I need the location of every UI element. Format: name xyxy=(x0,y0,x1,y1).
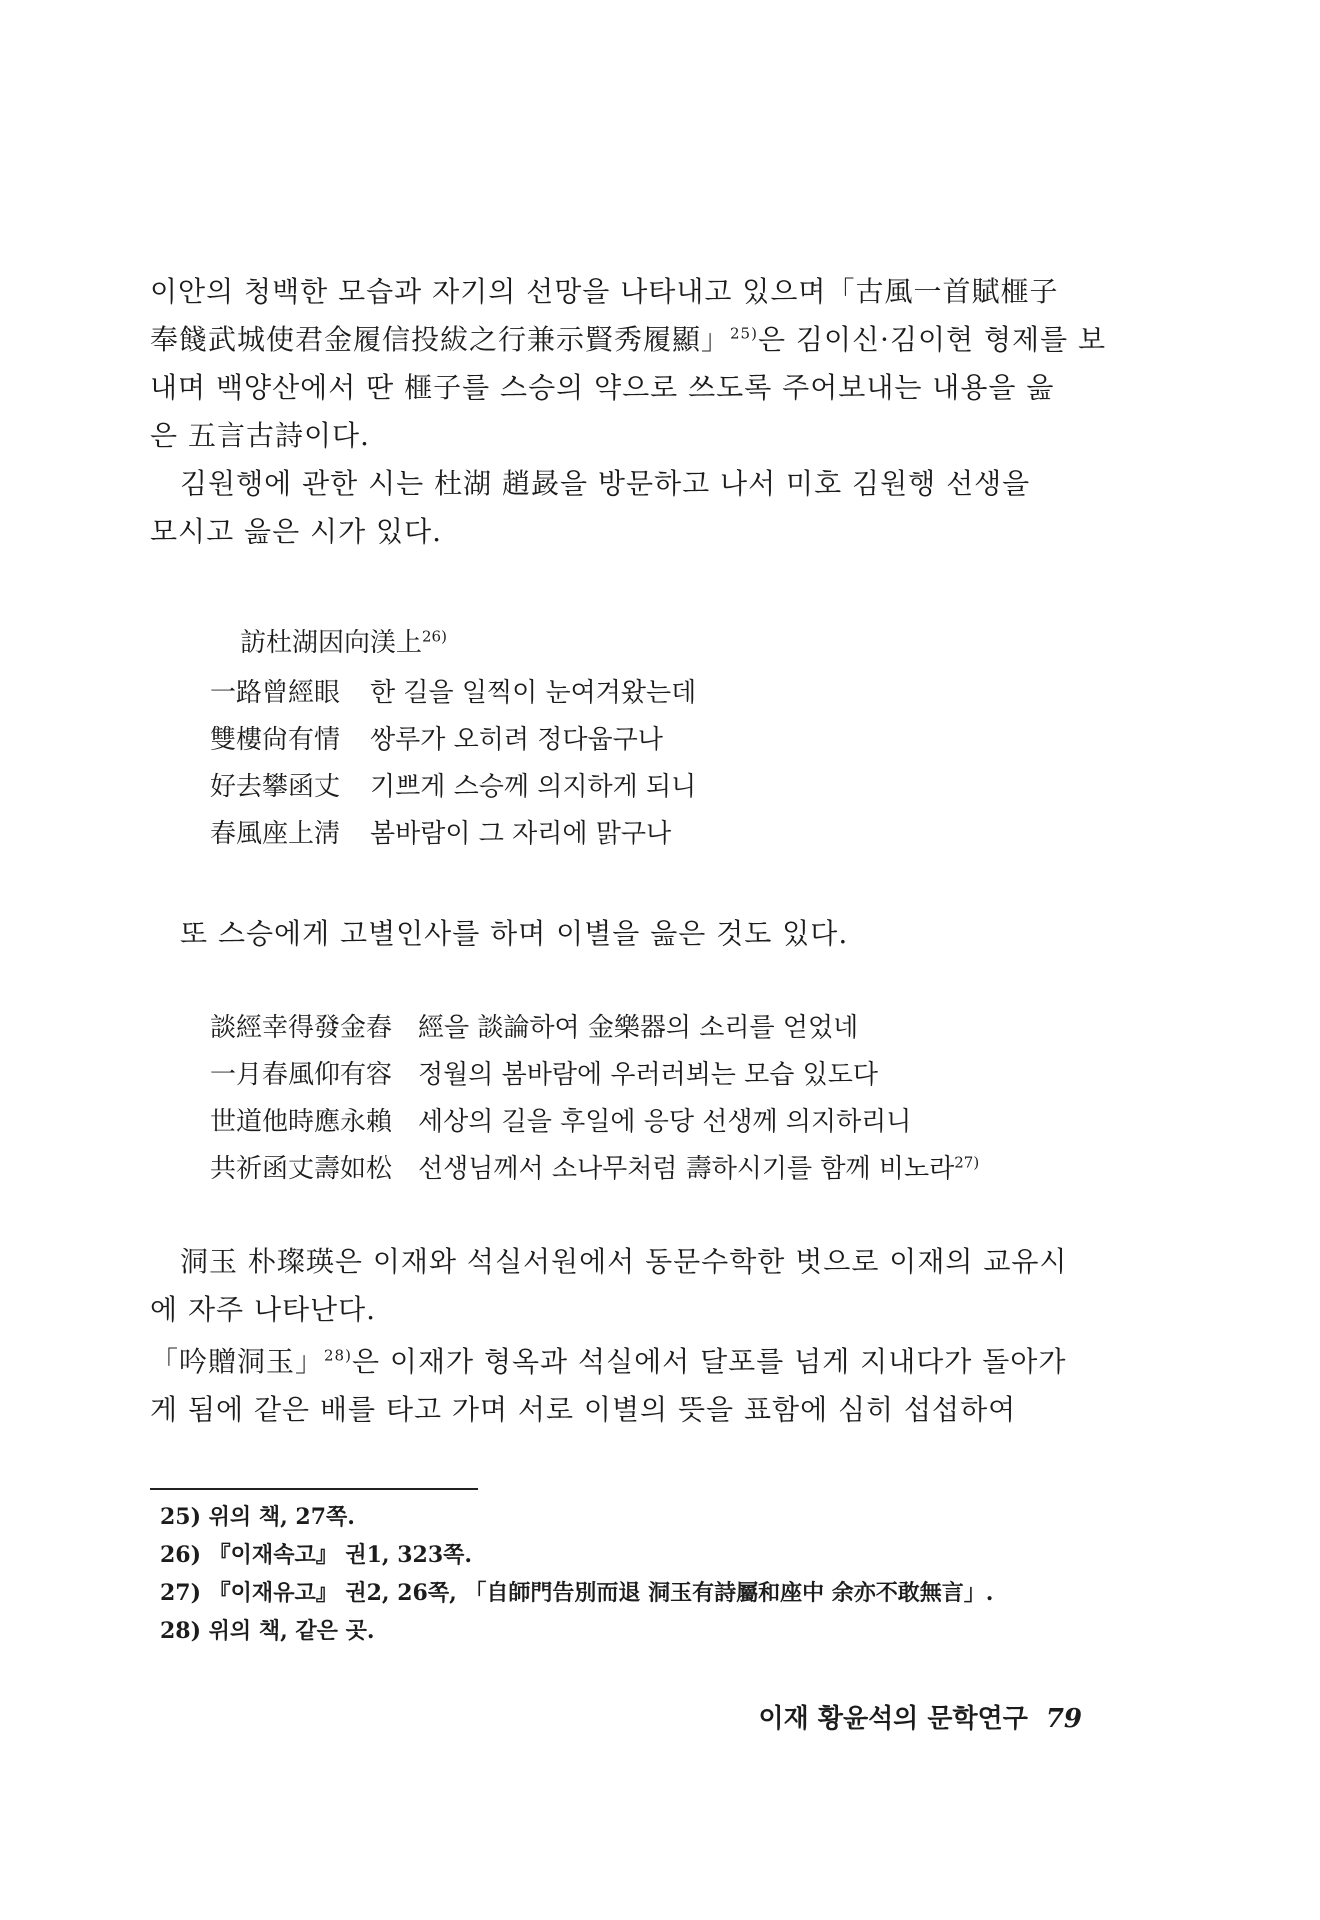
footnote: 26) 『이재속고』 권1, 323쪽. xyxy=(160,1542,473,1568)
poem-translation: 기쁘게 스승께 의지하게 되니 xyxy=(370,772,697,802)
poem-translation: 쌍루가 오히려 정다웁구나 xyxy=(370,725,663,755)
poem-title-text: 訪杜湖因向渼上 xyxy=(240,628,423,658)
text-line: 또 스승에게 고별인사를 하며 이별을 읊은 것도 있다. xyxy=(180,917,849,950)
poem-hanja: 春風座上淸 xyxy=(210,819,341,849)
paragraph-eumjeung xyxy=(150,1338,1110,1434)
text-span: 선생님께서 소나무처럼 壽하시기를 함께 비노라 xyxy=(418,1154,955,1184)
poem-translation: 한 길을 일찍이 눈여겨왔는데 xyxy=(370,678,697,708)
text-span: 은 김이신·김이현 형제를 보 xyxy=(757,323,1107,356)
poem-hanja: 談經幸得發金舂 xyxy=(210,1013,393,1043)
text-line: 洞玉 朴璨瑛은 이재와 석실서원에서 동문수학한 벗으로 이재의 교유시 xyxy=(180,1245,1068,1278)
text-line xyxy=(150,1338,1110,1386)
poem-translation: 봄바람이 그 자리에 맑구나 xyxy=(370,819,672,849)
poem-line xyxy=(210,672,697,709)
footnote-ref: 25) xyxy=(730,324,758,343)
footnote: 28) 위의 책, 같은 곳. xyxy=(160,1618,375,1644)
poem-hanja: 好去攀函丈 xyxy=(210,772,341,802)
poem-line xyxy=(210,1054,879,1091)
poem-translation: 정월의 봄바람에 우러러뵈는 모습 있도다 xyxy=(418,1060,879,1090)
footnote-ref: 27) xyxy=(954,1153,980,1172)
paragraph-dongok xyxy=(150,1238,1110,1334)
footnote: 25) 위의 책, 27쪽. xyxy=(160,1504,355,1530)
intro-paragraph xyxy=(150,268,1110,460)
poem-hanja: 共祈函丈壽如松 xyxy=(210,1154,393,1184)
poem-line xyxy=(210,1101,912,1138)
poem-2 xyxy=(210,1007,1110,1207)
poem-line xyxy=(210,1007,859,1044)
text-line: 은 五言古詩이다. xyxy=(150,419,370,452)
poem-title xyxy=(240,622,447,659)
page-number: 79 xyxy=(1045,1704,1082,1734)
text-line: 김원행에 관한 시는 杜湖 趙晸을 방문하고 나서 미호 김원행 선생을 xyxy=(180,467,1031,500)
poem-hanja: 雙樓尙有情 xyxy=(210,725,341,755)
poem-hanja: 一月春風仰有容 xyxy=(210,1060,393,1090)
poem-hanja: 世道他時應永賴 xyxy=(210,1107,393,1137)
text-line: 이안의 청백한 모습과 자기의 선망을 나타내고 있으며「古風一首賦榧子 xyxy=(150,275,1059,308)
poem-line xyxy=(210,813,672,850)
footer-title: 이재 황윤석의 문학연구 xyxy=(758,1704,1028,1734)
text-line: 모시고 읊은 시가 있다. xyxy=(150,515,443,548)
footnote-ref: 26) xyxy=(422,627,447,646)
poem-line xyxy=(210,719,663,756)
footnote-divider xyxy=(150,1488,478,1490)
paragraph-farewell xyxy=(150,910,1110,958)
poem-hanja: 一路曾經眼 xyxy=(210,678,341,708)
text-span: 「吟贈洞玉」 xyxy=(150,1345,325,1378)
poem-translation xyxy=(418,1148,979,1185)
poem-translation: 經을 談論하여 金樂器의 소리를 얻었네 xyxy=(418,1013,859,1043)
poem-translation: 세상의 길을 후일에 응당 선생께 의지하리니 xyxy=(418,1107,912,1137)
text-line xyxy=(150,316,1110,364)
footnote: 27) 『이재유고』 권2, 26쪽, 「自師門告別而退 洞玉有詩屬和座中 余亦不敢無言」. xyxy=(160,1580,994,1606)
text-line: 에 자주 나타난다. xyxy=(150,1293,377,1326)
poem-line xyxy=(210,766,697,803)
poem-1 xyxy=(210,622,1110,849)
poem-line xyxy=(210,1148,980,1185)
text-span: 은 이재가 형옥과 석실에서 달포를 넘게 지내다가 돌아가 xyxy=(351,1345,1067,1378)
footnote-ref: 28) xyxy=(324,1346,352,1365)
text-line: 내며 백양산에서 딴 榧子를 스승의 약으로 쓰도록 주어보내는 내용을 읊 xyxy=(150,371,1055,404)
text-span: 奉餞武城使君金履信投紱之行兼示賢秀履顯」 xyxy=(150,323,731,356)
text-line: 게 됨에 같은 배를 타고 가며 서로 이별의 뜻을 표함에 심히 섭섭하여 xyxy=(150,1393,1017,1426)
running-footer xyxy=(759,1698,1082,1735)
paragraph-kimwonhaeng xyxy=(150,460,1110,556)
